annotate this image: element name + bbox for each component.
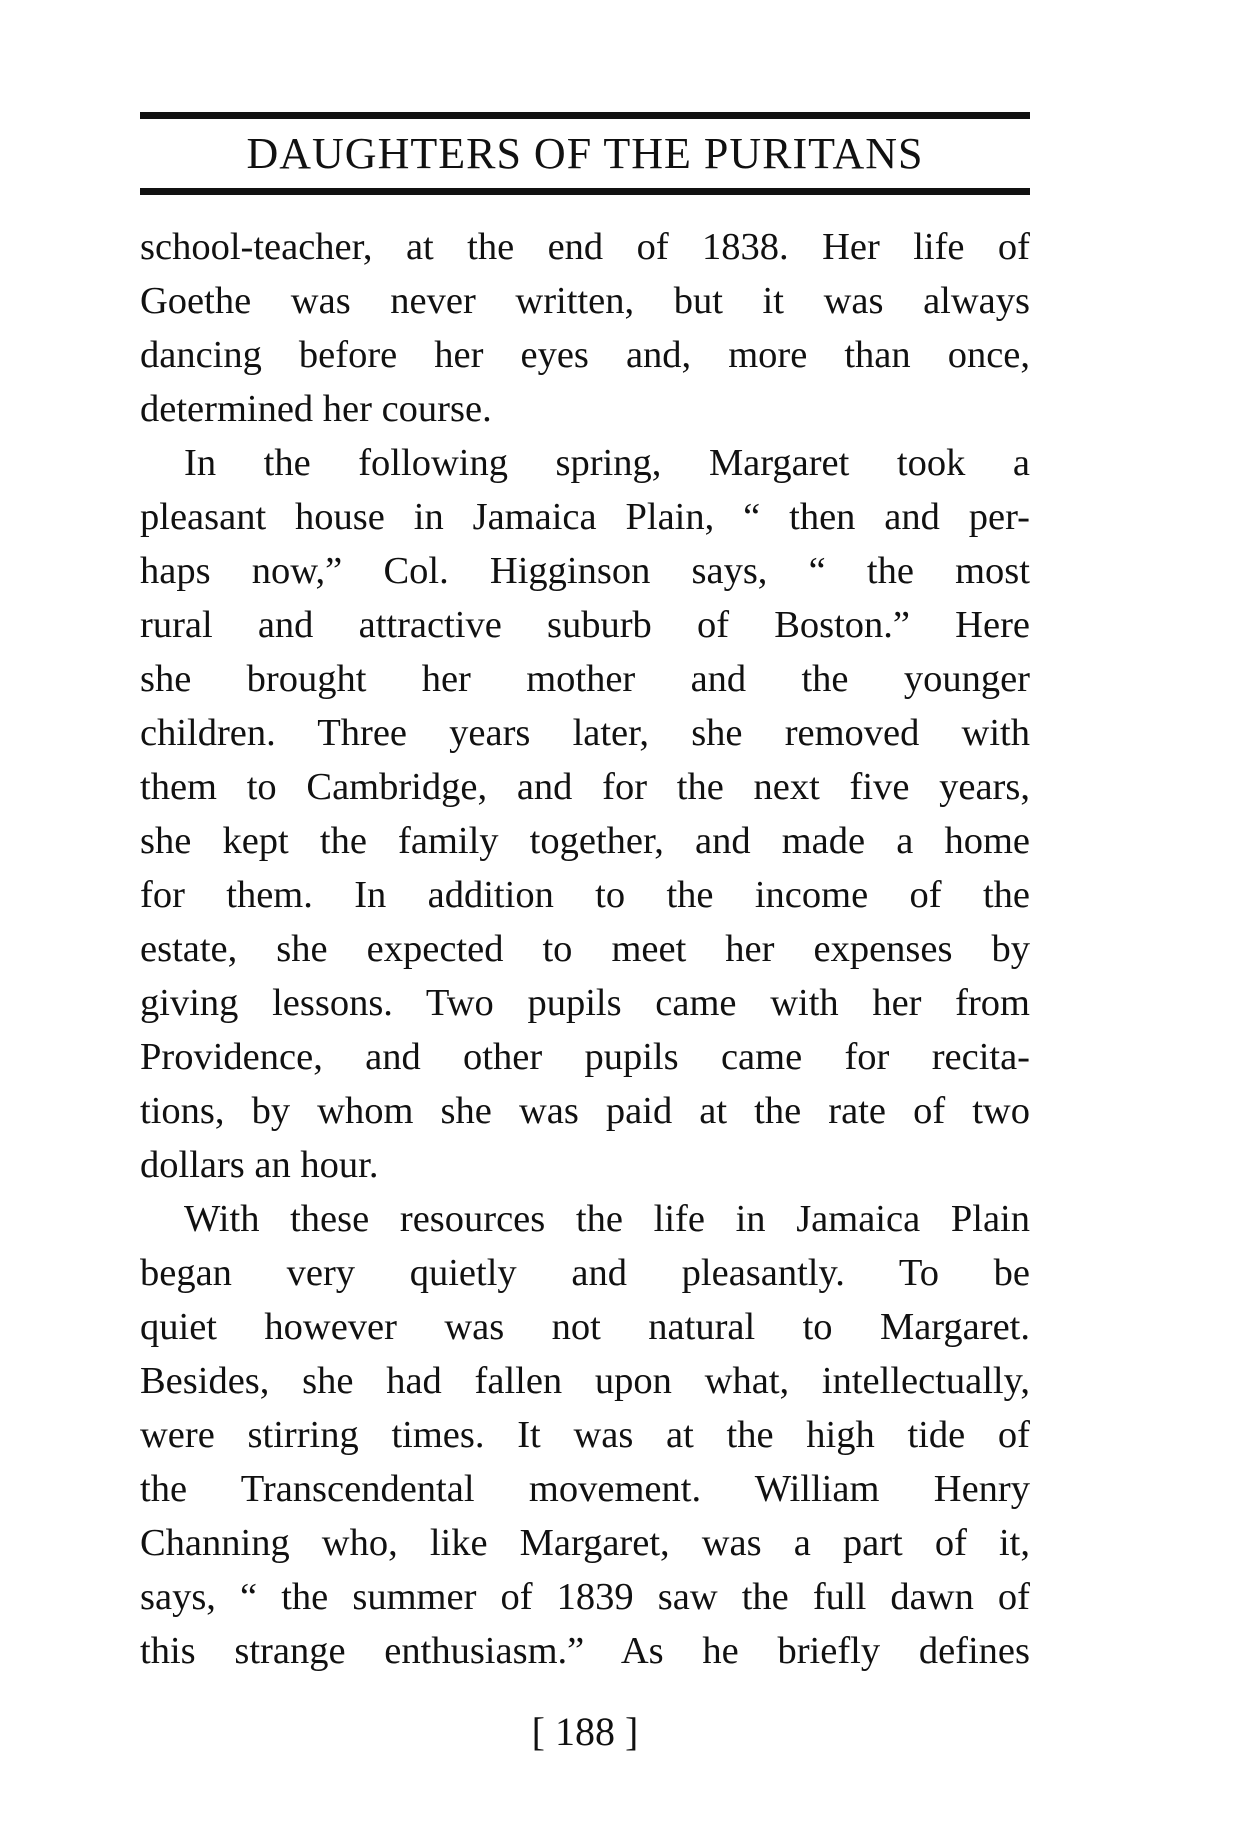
text-line: Goethe was never written, but it was always	[140, 280, 1030, 322]
text-line: she kept the family together, and made a home	[140, 820, 1030, 862]
text-line: the Transcendental movement. William Henry	[140, 1468, 1030, 1510]
text-line: dancing before her eyes and, more than once,	[140, 334, 1030, 376]
body-text	[140, 220, 1030, 1678]
text-line: determined her course.	[140, 388, 492, 430]
page-number: [ 188 ]	[531, 1709, 639, 1754]
text-line: quiet however was not natural to Margaret.	[140, 1306, 1030, 1348]
running-title: DAUGHTERS OF THE PURITANS	[246, 128, 924, 178]
text-line: With these resources the life in Jamaica Plain	[184, 1198, 1030, 1240]
text-line: for them. In addition to the income of the	[140, 874, 1030, 916]
text-line: says, “ the summer of 1839 saw the full dawn of	[140, 1576, 1030, 1618]
text-line: she brought her mother and the younger	[140, 658, 1030, 700]
text-line: rural and attractive suburb of Boston.” Here	[140, 604, 1030, 646]
text-line: In the following spring, Margaret took a	[184, 442, 1030, 484]
text-line: children. Three years later, she removed with	[140, 712, 1030, 754]
text-line: them to Cambridge, and for the next five years,	[140, 766, 1030, 808]
text-line: began very quietly and pleasantly. To be	[140, 1252, 1030, 1294]
text-line: this strange enthusiasm.” As he briefly defines	[140, 1630, 1030, 1672]
text-line: school-teacher, at the end of 1838. Her life of	[140, 226, 1030, 268]
text-line: Channing who, like Margaret, was a part of it,	[140, 1522, 1030, 1564]
text-line: Besides, she had fallen upon what, intellectually,	[140, 1360, 1030, 1402]
text-line: estate, she expected to meet her expenses by	[140, 928, 1030, 970]
text-line: pleasant house in Jamaica Plain, “ then and per-	[140, 496, 1030, 538]
text-line: haps now,” Col. Higginson says, “ the most	[140, 550, 1030, 592]
header-rule-top	[140, 112, 1030, 119]
header-rule-bottom	[140, 188, 1030, 195]
text-line: tions, by whom she was paid at the rate of two	[140, 1090, 1030, 1132]
text-line: Providence, and other pupils came for recita-	[140, 1036, 1030, 1078]
text-line: dollars an hour.	[140, 1144, 379, 1186]
text-line: giving lessons. Two pupils came with her from	[140, 982, 1030, 1024]
text-line: were stirring times. It was at the high tide of	[140, 1414, 1030, 1456]
